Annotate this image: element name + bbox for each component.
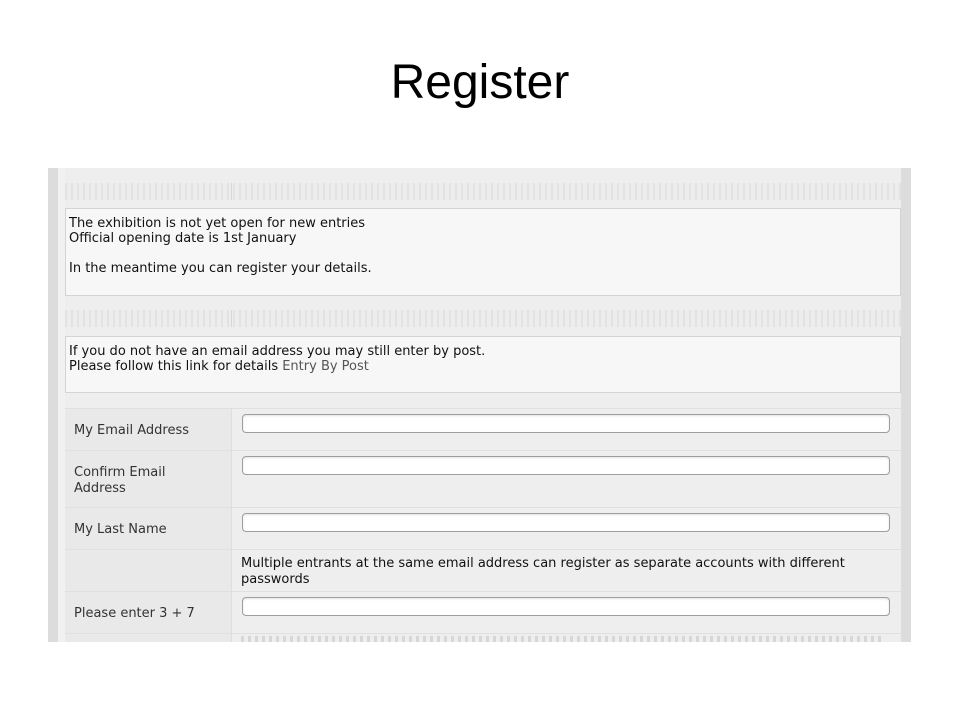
email-row [65,408,901,451]
register-form-screenshot [48,168,911,642]
post-entry-text: If you do not have an email address you may still enter by post. [69,344,486,359]
captcha-label: Please enter 3 + 7 [74,606,195,621]
post-entry-link-prefix: Please follow this link for details [69,359,283,374]
multiple-entrants-note: Multiple entrants at the same email address can register as separate accounts with different passwords [241,556,845,587]
notice-closed-text: The exhibition is not yet open for new entries [69,216,366,231]
page-edge-left [48,168,58,642]
captcha-input[interactable] [242,597,890,616]
last-name-row [65,507,901,550]
multiple-entrants-row [65,549,901,592]
email-label: My Email Address [74,423,190,438]
email-input[interactable] [242,414,890,433]
form-container [65,168,901,642]
captcha-row [65,591,901,634]
last-name-input[interactable] [242,513,890,532]
header-stripe [65,183,901,200]
notice-opening-date-text: Official opening date is 1st January [69,231,297,246]
last-name-label: My Last Name [74,522,167,537]
column-divider [231,310,232,327]
confirm-email-input[interactable] [242,456,890,475]
post-entry-panel [65,336,901,393]
notice-panel [65,208,901,296]
column-divider [231,183,232,200]
notice-register-text: In the meantime you can register your details. [69,261,372,276]
page-edge-right [901,168,911,642]
header-stripe [65,310,901,327]
cut-off-text [241,636,881,642]
confirm-email-row [65,450,901,508]
slide-title: Register [390,56,570,109]
entry-by-post-link[interactable]: Entry By Post [282,359,369,374]
confirm-email-label: Confirm Email Address [74,465,166,496]
